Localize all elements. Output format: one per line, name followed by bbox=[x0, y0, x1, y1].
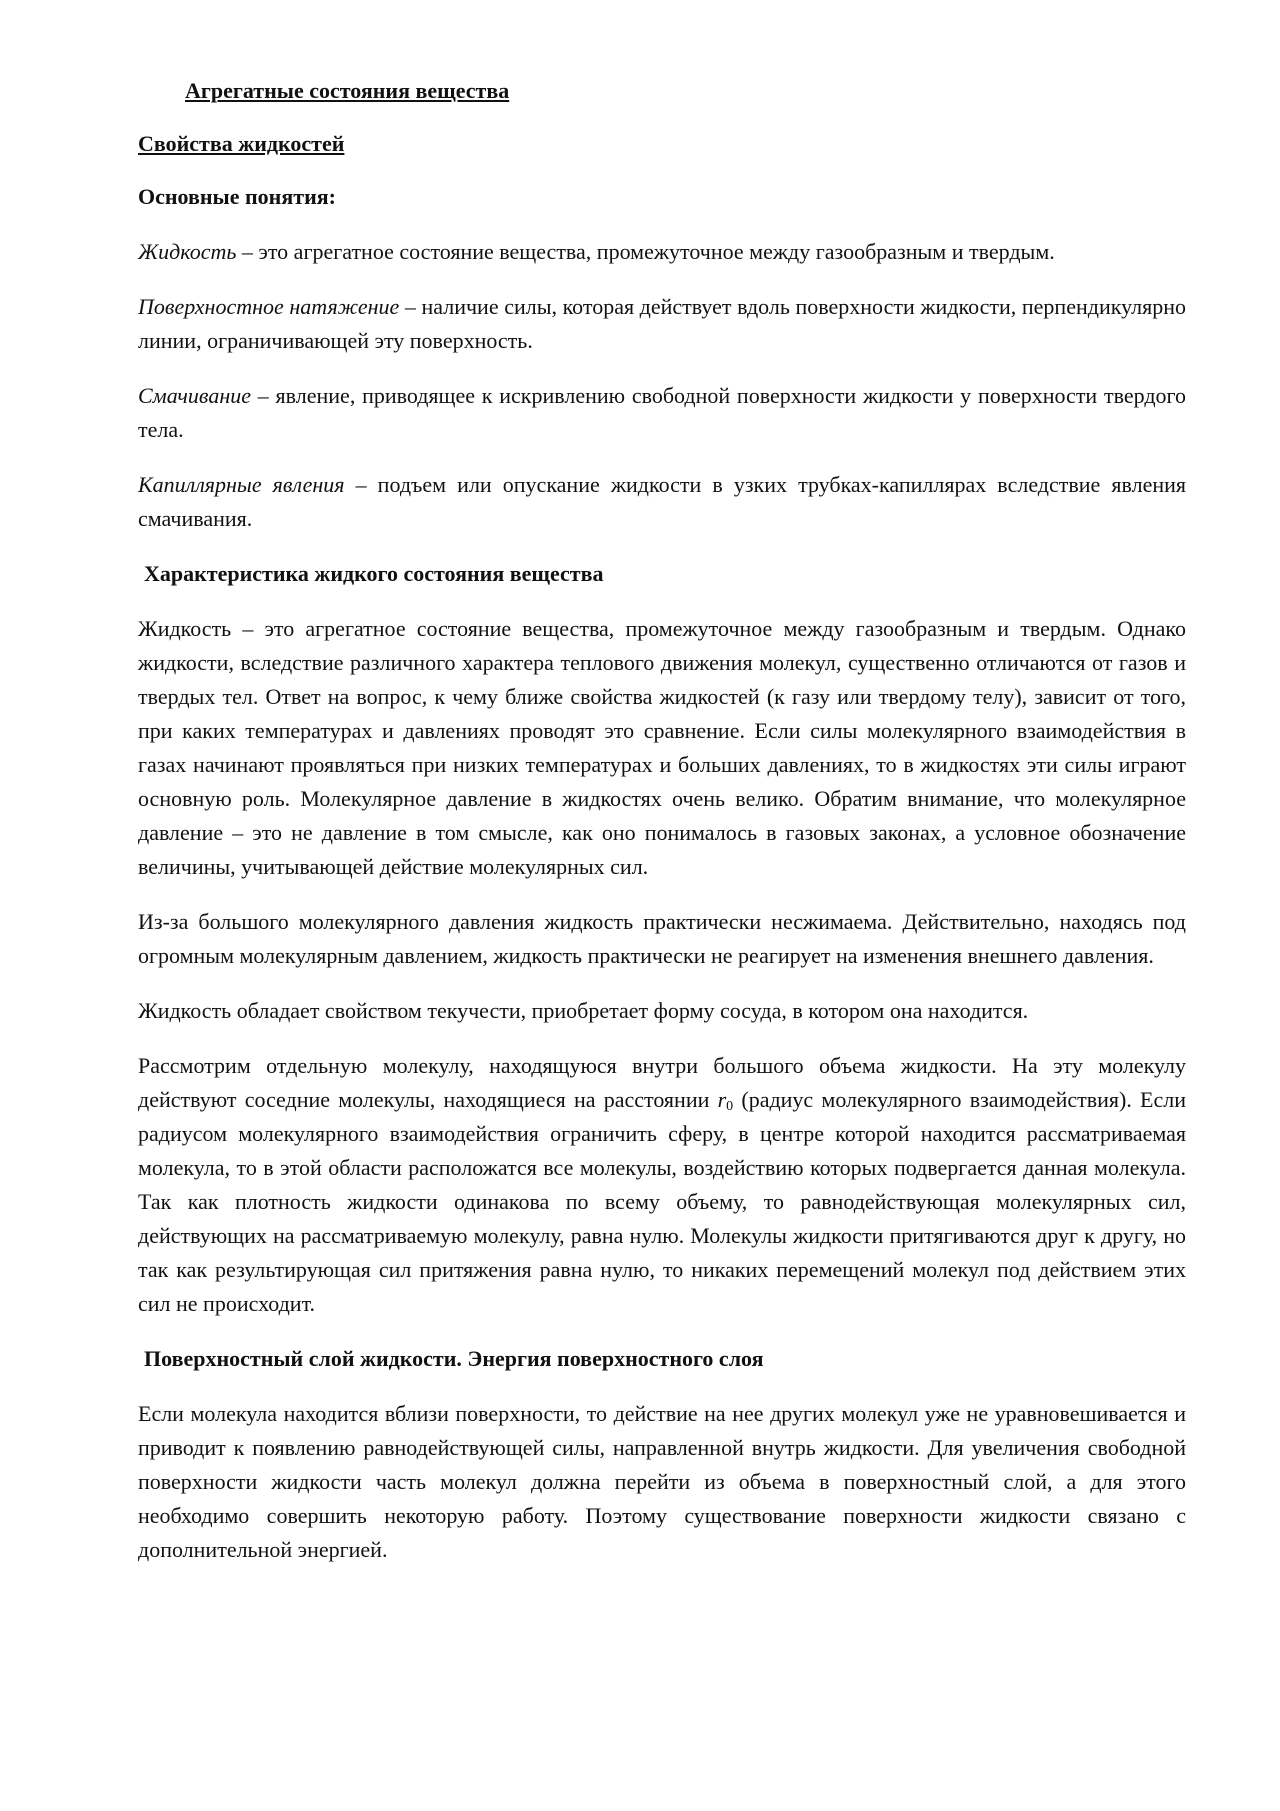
section-heading-liquid-properties: Свойства жидкостей bbox=[138, 131, 345, 156]
definition-text: – явление, приводящее к искривлению свободной поверхности жидкости у поверхности твердого тела. bbox=[138, 383, 1186, 442]
section-heading-liquid-state: Характеристика жидкого состояния вещества bbox=[144, 561, 604, 586]
definition-liquid bbox=[138, 235, 1186, 269]
symbol-r: r bbox=[717, 1087, 727, 1112]
term: Жидкость bbox=[138, 239, 237, 264]
definition-text: – наличие силы, которая действует вдоль поверхности жидкости, перпендикулярно линии, ограничивающей эту поверхность. bbox=[138, 294, 1186, 353]
paragraph-text: Рассмотрим отдельную молекулу, находящуюся внутри большого объема жидкости. На эту молекулу действуют соседние молекулы, находящиеся на расстоянии bbox=[138, 1053, 1186, 1112]
paragraph: Жидкость – это агрегатное состояние вещества, промежуточное между газообразным и твердым. Однако жидкости, вследствие различного характера теплового движения молекул, существенно отличаются от газов и твердых тел. Ответ на вопрос, к чему ближе свойства жидкостей (к газу или твердому телу), зависит от того, при каких температурах и давлениях проводят это сравнение. Если силы молекулярного взаимодействия в газах начинают проявляться при низких температурах и больших давлениях, то в жидкостях эти силы играют основную роль. Молекулярное давление в жидкостях очень велико. Обратим внимание, что молекулярное давление – это не давление в том смысле, как оно понималось в газовых законах, а условное обозначение величины, учитывающей действие молекулярных сил. bbox=[138, 616, 1186, 879]
definition-wetting bbox=[138, 379, 1186, 447]
definition-capillary bbox=[138, 468, 1186, 536]
document-title: Агрегатные состояния вещества bbox=[185, 78, 510, 103]
paragraph: Из-за большого молекулярного давления жидкость практически несжимаема. Действительно, находясь под огромным молекулярным давлением, жидкость практически не реагирует на изменения внешнего давления. bbox=[138, 909, 1186, 968]
symbol-subscript: 0 bbox=[726, 1099, 734, 1114]
paragraph-text: (радиус молекулярного взаимодействия). Если радиусом молекулярного взаимодействия ограничить сферу, в центре которой находится рассматриваемая молекула, то в этой области расположатся все молекулы, воздействию которых подвергается данная молекула. Так как плотность жидкости одинакова по всему объему, то равнодействующая молекулярных сил, действующих на рассматриваемую молекулу, равна нулю. Молекулы жидкости притягиваются друг к другу, но так как результирующая сил притяжения равна нулю, то никаких перемещений молекул под действием этих сил не происходит. bbox=[138, 1087, 1187, 1316]
paragraph bbox=[138, 1049, 1186, 1321]
document-page bbox=[138, 74, 1186, 1588]
definition-text: – это агрегатное состояние вещества, промежуточное между газообразным и твердым. bbox=[236, 239, 1055, 264]
term: Капиллярные явления bbox=[138, 472, 345, 497]
section-heading-surface-layer: Поверхностный слой жидкости. Энергия поверхностного слоя bbox=[144, 1346, 764, 1371]
definition-text: – подъем или опускание жидкости в узких трубках-капиллярах вследствие явления смачивания. bbox=[138, 472, 1186, 531]
paragraph: Если молекула находится вблизи поверхности, то действие на нее других молекул уже не уравновешивается и приводит к появлению равнодействующей силы, направленной внутрь жидкости. Для увеличения свободной поверхности жидкости часть молекул должна перейти из объема в поверхностный слой, а для этого необходимо совершить некоторую работу. Поэтому существование поверхности жидкости связано с дополнительной энергией. bbox=[138, 1401, 1186, 1562]
term: Поверхностное натяжение bbox=[138, 294, 400, 319]
definition-surface-tension bbox=[138, 290, 1186, 358]
basics-heading: Основные понятия: bbox=[138, 184, 336, 209]
paragraph: Жидкость обладает свойством текучести, приобретает форму сосуда, в котором она находится. bbox=[138, 998, 1029, 1023]
term: Смачивание bbox=[138, 383, 251, 408]
